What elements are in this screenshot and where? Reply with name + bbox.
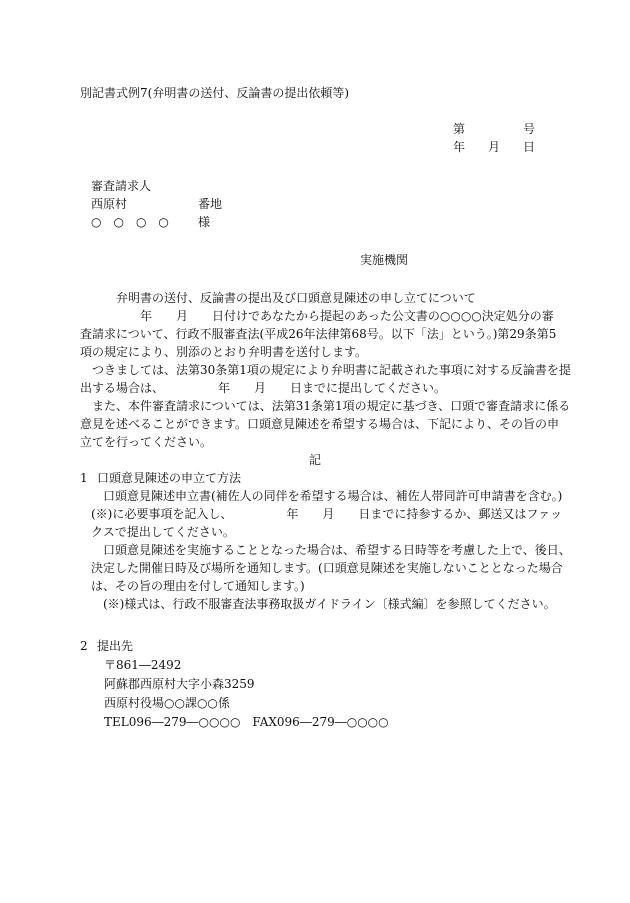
section2-number: 2 xyxy=(80,639,88,653)
document-title: 別記書式例7(弁明書の送付、反論書の提出依頼等) xyxy=(80,86,349,100)
date-year-label: 年 xyxy=(453,140,466,154)
ki-heading: 記 xyxy=(309,453,322,467)
document-number-dai: 第 xyxy=(453,122,466,136)
contact-tel-fax: TEL096―279―○○○○ FAX096―279―○○○○ xyxy=(104,715,389,729)
paragraph-line: 立てを行ってください。 xyxy=(80,435,213,449)
section1-line: クスで提出してください。 xyxy=(91,525,235,539)
addressee-name: ○ ○ ○ ○ xyxy=(91,215,169,229)
issuer: 実施機関 xyxy=(360,253,409,267)
section2-title: 提出先 xyxy=(97,639,134,653)
section1-body xyxy=(91,487,571,613)
paragraph-line: つきましては、法第30条第1項の規定により弁明書に記載された事項に対する反論書を提 xyxy=(80,363,571,377)
paragraph-line: 出する場合は、 年 月 日までに提出してください。 xyxy=(80,381,447,395)
address: 阿蘇郡西原村大字小森3259 xyxy=(104,677,255,691)
paragraph-line: 年 月 日付けであなたから提起のあった公文書の○○○○決定処分の審 xyxy=(80,309,554,323)
body-paragraph-3 xyxy=(80,397,571,451)
section1-line: 口頭意見陳述を実施することとなった場合は、希望する日時等を考慮した上で、後日、 xyxy=(91,543,571,557)
section1-line: 決定した開催日時及び場所を通知します。(口頭意見陳述を実施しないこととなった場合 xyxy=(91,561,563,575)
date-month-label: 月 xyxy=(488,140,501,154)
subject-line: 弁明書の送付、反論書の提出及び口頭意見陳述の申し立てについて xyxy=(116,291,476,305)
paragraph-line: 項の規定により、別添のとおり弁明書を送付します。 xyxy=(80,345,368,359)
paragraph-line: また、本件審査請求については、法第31条第1項の規定に基づき、口頭で審査請求に係る xyxy=(80,399,571,413)
addressee-banchi: 番地 xyxy=(198,197,223,211)
addressee-honorific: 様 xyxy=(198,215,211,229)
office-name: 西原村役場○○課○○係 xyxy=(104,696,230,710)
addressee-heading: 審査請求人 xyxy=(91,179,152,193)
body-paragraph-1 xyxy=(80,307,557,361)
addressee-village: 西原村 xyxy=(91,197,128,211)
paragraph-line: 意見を述べることができます。口頭意見陳述を希望する場合は、下記により、その旨の申 xyxy=(80,417,560,431)
paragraph-line: 査請求について、行政不服審査法(平成26年法律第68号。以下「法」という。)第29条第5 xyxy=(80,327,557,341)
section1-number: 1 xyxy=(80,471,88,485)
document-number-gou: 号 xyxy=(523,122,536,136)
section1-line: 口頭意見陳述申立書(補佐人の同伴を希望する場合は、補佐人帯同許可申請書を含む。) xyxy=(91,489,563,503)
date-day-label: 日 xyxy=(523,140,536,154)
body-paragraph-2 xyxy=(80,361,571,397)
section1-line: は、その旨の理由を付して通知します。) xyxy=(91,579,305,593)
section1-line: (※)様式は、行政不服審査法事務取扱ガイドライン〔様式編〕を参照してください。 xyxy=(91,597,556,611)
section1-title: 口頭意見陳述の申立て方法 xyxy=(97,471,242,485)
section1-line: (※)に必要事項を記入し、 年 月 日までに持参するか、郵送又はファッ xyxy=(91,507,563,521)
postal-code: 〒861―2492 xyxy=(104,658,182,672)
